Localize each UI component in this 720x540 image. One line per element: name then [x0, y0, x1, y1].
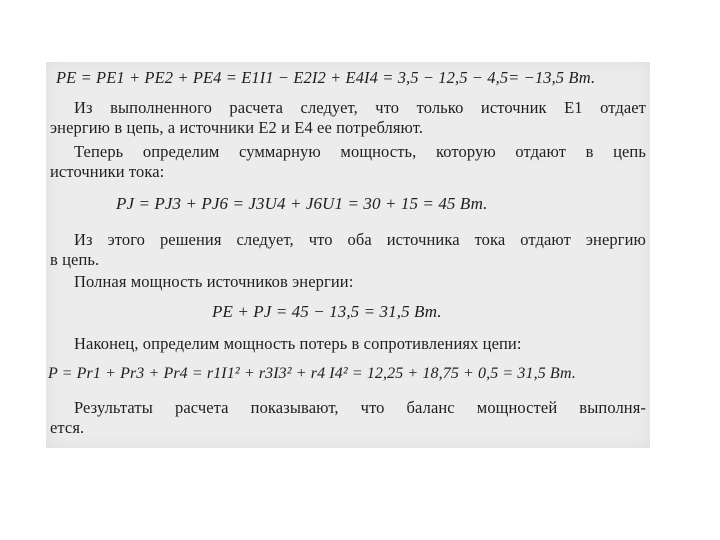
power-sources-formula: PE = PE1 + PE2 + PE4 = E1I1 − E2I2 + E4I4 = 3,5 − 12,5 − 4,5= −13,5 Вт.: [56, 68, 596, 87]
paragraph-line: ется.: [50, 418, 85, 437]
paragraph-line: Теперь определим суммарную мощность, которую отдают в цепь: [74, 142, 646, 161]
loss-power-formula: P = Pr1 + Pr3 + Pr4 = r1I1² + r3I3² + r4 I4² = 12,25 + 18,75 + 0,5 = 31,5 Вт.: [48, 365, 576, 382]
paragraph-line: Результаты расчета показывают, что баланс мощностей выполня-: [74, 398, 646, 417]
paragraph-line: Наконец, определим мощность потерь в сопротивлениях цепи:: [74, 334, 522, 353]
paragraph-line: источники тока:: [50, 162, 165, 181]
current-sources-formula: PJ = PJ3 + PJ6 = J3U4 + J6U1 = 30 + 15 = 45 Вт.: [116, 194, 488, 213]
paragraph-line: в цепь.: [50, 250, 100, 269]
paragraph-line: Из этого решения следует, что оба источника тока отдают энергию: [74, 230, 646, 249]
paragraph-line: Полная мощность источников энергии:: [74, 272, 354, 291]
paragraph-line: энергию в цепь, а источники E2 и E4 ее потребляют.: [50, 118, 424, 137]
total-power-formula: PE + PJ = 45 − 13,5 = 31,5 Вт.: [212, 302, 442, 321]
paragraph-line: Из выполненного расчета следует, что только источник E1 отдает: [74, 98, 646, 117]
scanned-page: [46, 62, 650, 448]
